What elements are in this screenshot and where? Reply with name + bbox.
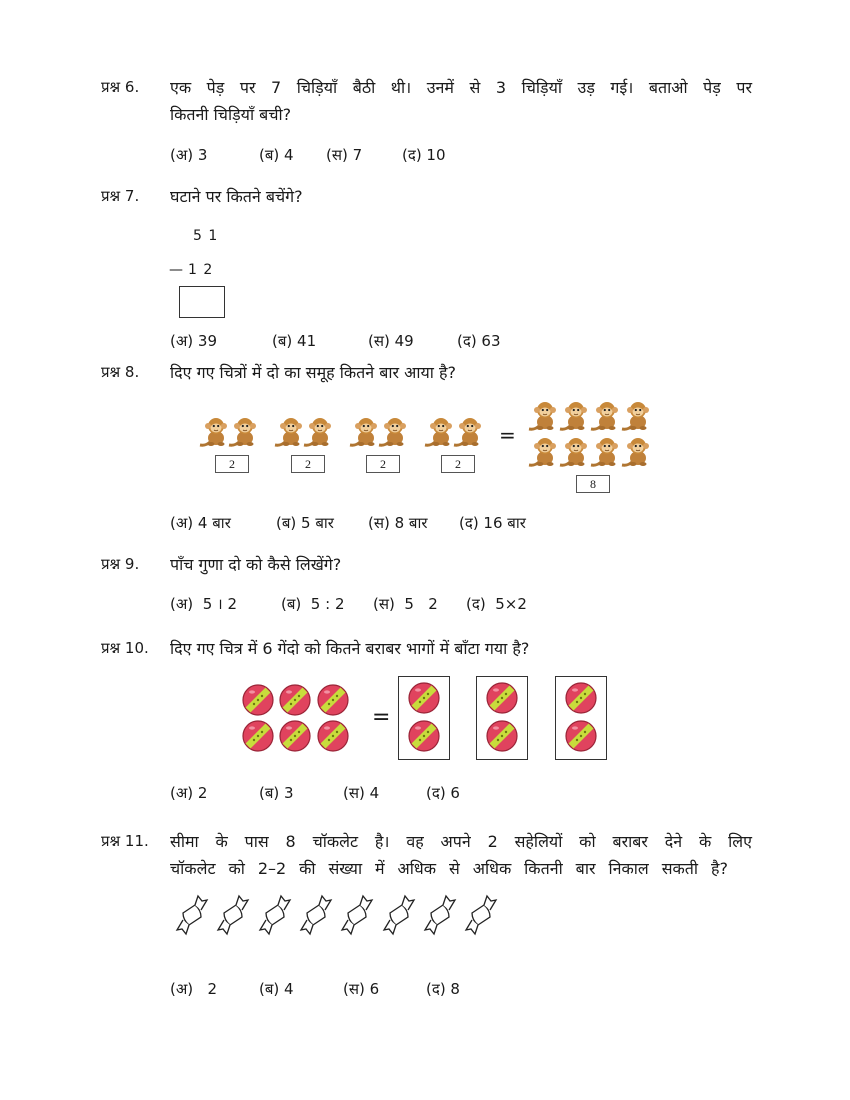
q9-label: प्रश्न 9. <box>101 555 140 573</box>
q10-option-a: (अ) 2 <box>170 784 208 802</box>
candy-icon <box>384 896 414 934</box>
q7-option-d: (द) 63 <box>457 332 501 350</box>
q8-option-b: (ब) 5 बार <box>276 514 334 532</box>
monkey-group-3 <box>350 418 406 446</box>
candy-icon <box>260 896 290 934</box>
group-count-label: 2 <box>441 455 475 473</box>
candy-icon <box>342 896 372 934</box>
q7-option-c: (स) 49 <box>368 332 414 350</box>
monkey-icon <box>560 438 587 466</box>
q8-equals-sign: = <box>499 423 516 447</box>
q9-option-c: (स) 5 2 <box>373 595 438 613</box>
monkey-icon <box>229 418 256 446</box>
q11-text-line2: चॉकलेट को 2–2 की संख्या में अधिक से अधिक कितनी बार निकाल सकती है? <box>170 859 728 878</box>
ball-group-frame <box>476 676 528 760</box>
ball-icon <box>243 685 273 715</box>
candy-icon <box>466 896 496 934</box>
monkey-icon <box>622 438 649 466</box>
monkey-group-4 <box>425 418 481 446</box>
q6-text-line1: एक पेड़ पर 7 चिड़ियाँ बैठी थी। उनमें से 3 चिड़ियाँ उड़ गई। बताओ पेड़ पर <box>170 78 752 97</box>
monkey-icon <box>560 402 587 430</box>
q7-label: प्रश्न 7. <box>101 187 140 205</box>
ball-icon <box>243 721 273 751</box>
q10-label: प्रश्न 10. <box>101 639 149 657</box>
q7-option-b: (ब) 41 <box>272 332 317 350</box>
q11-option-b: (ब) 4 <box>259 980 294 998</box>
monkey-icon <box>350 418 377 446</box>
monkey-group-1 <box>200 418 256 446</box>
q8-text: दिए गए चित्रों में दो का समूह कितने बार आया है? <box>170 363 457 382</box>
group-count-label: 2 <box>366 455 400 473</box>
q9-option-a: (अ) 5 । 2 <box>170 595 238 613</box>
q6-text-line2: कितनी चिड़ियाँ बची? <box>170 105 292 124</box>
candy-row <box>177 896 496 934</box>
q11-text-line1: सीमा के पास 8 चॉकलेट है। वह अपने 2 सहेलियों को बराबर देने के लिए <box>170 832 752 851</box>
q7-minus-sign: — <box>169 262 183 278</box>
q6-option-c: (स) 7 <box>326 146 363 164</box>
q9-option-b: (ब) 5 : 2 <box>281 595 345 613</box>
monkey-icon <box>454 418 481 446</box>
q10-option-d: (द) 6 <box>426 784 460 802</box>
monkey-total-group <box>529 402 649 466</box>
q6-label: प्रश्न 6. <box>101 78 140 96</box>
q7-bottom-number: 1 2 <box>188 262 213 278</box>
monkey-icon <box>529 438 556 466</box>
q10-option-b: (ब) 3 <box>259 784 294 802</box>
monkey-icon <box>591 438 618 466</box>
q8-option-a: (अ) 4 बार <box>170 514 231 532</box>
q9-option-d: (द) 5×2 <box>466 595 527 613</box>
q9-text: पाँच गुणा दो को कैसे लिखेंगे? <box>170 555 342 574</box>
monkey-icon <box>275 418 302 446</box>
q11-option-c: (स) 6 <box>343 980 380 998</box>
q8-label: प्रश्न 8. <box>101 363 140 381</box>
q8-option-c: (स) 8 बार <box>368 514 428 532</box>
monkey-icon <box>200 418 227 446</box>
q11-option-d: (द) 8 <box>426 980 460 998</box>
ball-icon <box>318 721 348 751</box>
monkey-icon <box>591 402 618 430</box>
q11-label: प्रश्न 11. <box>101 832 149 850</box>
candy-icon <box>177 896 207 934</box>
group-count-label: 2 <box>215 455 249 473</box>
monkey-icon <box>425 418 452 446</box>
q7-option-a: (अ) 39 <box>170 332 218 350</box>
monkey-icon <box>529 402 556 430</box>
ball-icon <box>280 685 310 715</box>
ball-group-frame <box>555 676 607 760</box>
q6-option-a: (अ) 3 <box>170 146 208 164</box>
monkey-icon <box>304 418 331 446</box>
total-count-label: 8 <box>576 475 610 493</box>
q6-option-b: (ब) 4 <box>259 146 294 164</box>
q6-option-d: (द) 10 <box>402 146 446 164</box>
candy-icon <box>301 896 331 934</box>
candy-icon <box>218 896 248 934</box>
q8-option-d: (द) 16 बार <box>459 514 526 532</box>
q10-equals-sign: = <box>372 705 391 730</box>
monkey-icon <box>379 418 406 446</box>
q11-option-a: (अ) 2 <box>170 980 218 998</box>
q10-option-c: (स) 4 <box>343 784 380 802</box>
monkey-group-2 <box>275 418 331 446</box>
ball-icon <box>318 685 348 715</box>
q7-top-number: 5 1 <box>193 228 218 244</box>
group-count-label: 2 <box>291 455 325 473</box>
ball-group-frame <box>398 676 450 760</box>
monkey-icon <box>622 402 649 430</box>
q10-text: दिए गए चित्र में 6 गेंदो को कितने बराबर भागों में बाँटा गया है? <box>170 639 530 658</box>
q7-text: घटाने पर कितने बचेंगे? <box>170 187 303 206</box>
candy-icon <box>425 896 455 934</box>
ball-icon <box>280 721 310 751</box>
